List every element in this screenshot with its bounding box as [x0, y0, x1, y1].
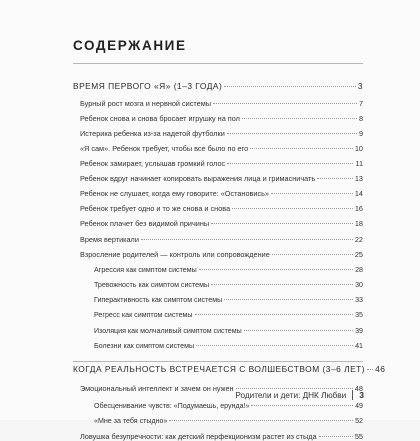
toc-entry-title: Болезни как симптом системы: [94, 342, 195, 350]
dot-leader: [227, 133, 357, 134]
page-title: СОДЕРЖАНИЕ: [73, 38, 187, 53]
dot-leader: [195, 314, 354, 315]
toc-entry-title: Ловушка безупречности: как детский перфекционизм растет из стыда: [80, 432, 317, 441]
toc-entry-title: Истерика ребенка из-за надетой футболки: [80, 129, 225, 138]
toc-entry-title: Время вертикали: [80, 235, 139, 244]
page-number: 3: [359, 390, 364, 400]
toc-page-number: 30: [355, 281, 363, 289]
title-divider: [73, 63, 363, 64]
toc-entry-title: Бурный рост мозга и нервной системы: [80, 99, 211, 108]
toc-entry-title: Тревожность как симптом системы: [94, 281, 210, 289]
dot-leader: [250, 148, 353, 149]
toc-entry-title: Ребенок не слушает, когда ему говорите: «Остановись»: [80, 189, 269, 198]
toc-entry-title: Изоляция как молчаливый симптом системы: [94, 327, 242, 335]
dot-leader: [211, 284, 353, 285]
dot-leader: [236, 388, 353, 389]
toc-entry-title: Регресс как симптом системы: [94, 311, 193, 319]
dot-leader: [199, 269, 353, 270]
toc-page-number: 13: [354, 174, 363, 183]
toc-page-number: 3: [357, 81, 363, 91]
toc-subentry[interactable]: [94, 312, 363, 319]
toc-entry-title: Обесценивание чувств: «Подумаешь, ерунда!»: [94, 402, 250, 410]
page-footer: [235, 390, 364, 400]
toc-entry[interactable]: [80, 251, 363, 258]
dot-leader: [196, 345, 353, 346]
dot-leader: [317, 178, 353, 179]
toc-entry-title: Ребенок плачет без видимой причины: [80, 219, 210, 228]
toc-entry-title: «Я сам». Ребенок требует, чтобы все было по его: [80, 144, 249, 153]
toc-page-number: 35: [355, 311, 363, 319]
toc-page-number: 14: [354, 189, 363, 198]
dot-leader: [272, 254, 353, 255]
toc-entry-title: Агрессия как симптом системы: [94, 266, 197, 274]
footer-book-title: Родители и дети: ДНК Любви: [235, 390, 347, 400]
toc-page-number: 41: [355, 342, 363, 350]
toc-entry-title: ВРЕМЯ ПЕРВОГО «Я» (1–3 ГОДА): [73, 81, 223, 91]
footer-separator: [352, 390, 353, 400]
toc-page-number: 7: [358, 99, 363, 108]
toc-entry[interactable]: [80, 220, 363, 227]
toc-page-number: 25: [354, 250, 363, 259]
toc-page-number: 16: [354, 204, 363, 213]
toc-subentry[interactable]: [94, 343, 363, 350]
toc-entry-title: Гиперактивность как симптом системы: [94, 296, 223, 304]
toc-entry-title: Эмоциональный интеллект и зачем он нужен: [80, 384, 234, 393]
dot-leader: [251, 405, 353, 406]
toc-subentry[interactable]: [94, 403, 363, 410]
toc-entry[interactable]: [80, 175, 363, 182]
toc-section[interactable]: [73, 82, 363, 90]
toc-page-number: 22: [354, 235, 363, 244]
toc-page-number: 52: [355, 417, 363, 425]
toc-page-number: 46: [375, 364, 386, 374]
toc-section[interactable]: [73, 364, 386, 374]
toc-page-number: 33: [355, 296, 363, 304]
toc-page-number: 8: [358, 114, 363, 123]
toc-entry-title: Ребенок снова и снова бросает игрушку на пол: [80, 114, 240, 123]
toc-entry[interactable]: [80, 205, 363, 212]
dot-leader: [244, 330, 353, 331]
toc-page-number: 39: [355, 327, 363, 335]
dot-leader: [242, 118, 357, 119]
dot-leader: [169, 420, 353, 421]
dot-leader: [232, 208, 353, 209]
toc-page-number: 49: [355, 402, 363, 410]
toc-entry[interactable]: [80, 100, 363, 107]
toc-entry[interactable]: [80, 130, 363, 137]
toc-subentry[interactable]: [94, 418, 363, 425]
dot-leader: [224, 299, 353, 300]
toc-subentry[interactable]: [94, 267, 363, 274]
toc-page-number: 9: [358, 129, 363, 138]
toc-entry-title: «Мне за тебя стыдно»: [94, 417, 168, 425]
toc-page-number: 55: [354, 432, 363, 441]
dot-leader: [141, 239, 353, 240]
toc-subentry[interactable]: [94, 328, 363, 335]
toc-entry[interactable]: [80, 145, 363, 152]
dot-leader: [367, 369, 373, 370]
dot-leader: [227, 163, 353, 164]
toc-page-number: 18: [354, 219, 363, 228]
section-divider: [73, 361, 363, 362]
toc-entry[interactable]: [80, 433, 363, 440]
toc-page-number: 11: [355, 159, 363, 168]
dot-leader: [319, 436, 353, 437]
toc-entry-title: Ребенок вдруг начинает копировать выражения лица и гримасничать: [80, 174, 316, 183]
dot-leader: [271, 193, 353, 194]
toc-entry-title: Взросление родителей — контроль или сопровождение: [80, 250, 270, 259]
dot-leader: [224, 86, 356, 87]
toc-entry[interactable]: [80, 236, 363, 243]
dot-leader: [213, 103, 357, 104]
toc-entry[interactable]: [80, 190, 363, 197]
dot-leader: [211, 223, 353, 224]
toc-entry[interactable]: [80, 160, 363, 167]
toc-subentry[interactable]: [94, 282, 363, 289]
toc-subentry[interactable]: [94, 297, 363, 304]
toc-page-number: 28: [355, 266, 363, 274]
toc-page-number: 10: [354, 144, 363, 153]
toc-entry[interactable]: [80, 115, 363, 122]
toc-entry-title: Ребенок требует одно и то же снова и снова: [80, 204, 231, 213]
toc-entry-title: Ребенок замирает, услышав громкий голос: [80, 159, 226, 168]
toc-page-number: 48: [354, 384, 363, 393]
toc-entry-title: КОГДА РЕАЛЬНОСТЬ ВСТРЕЧАЕТСЯ С ВОЛШЕБСТВОМ (3–6 ЛЕТ): [73, 364, 366, 374]
